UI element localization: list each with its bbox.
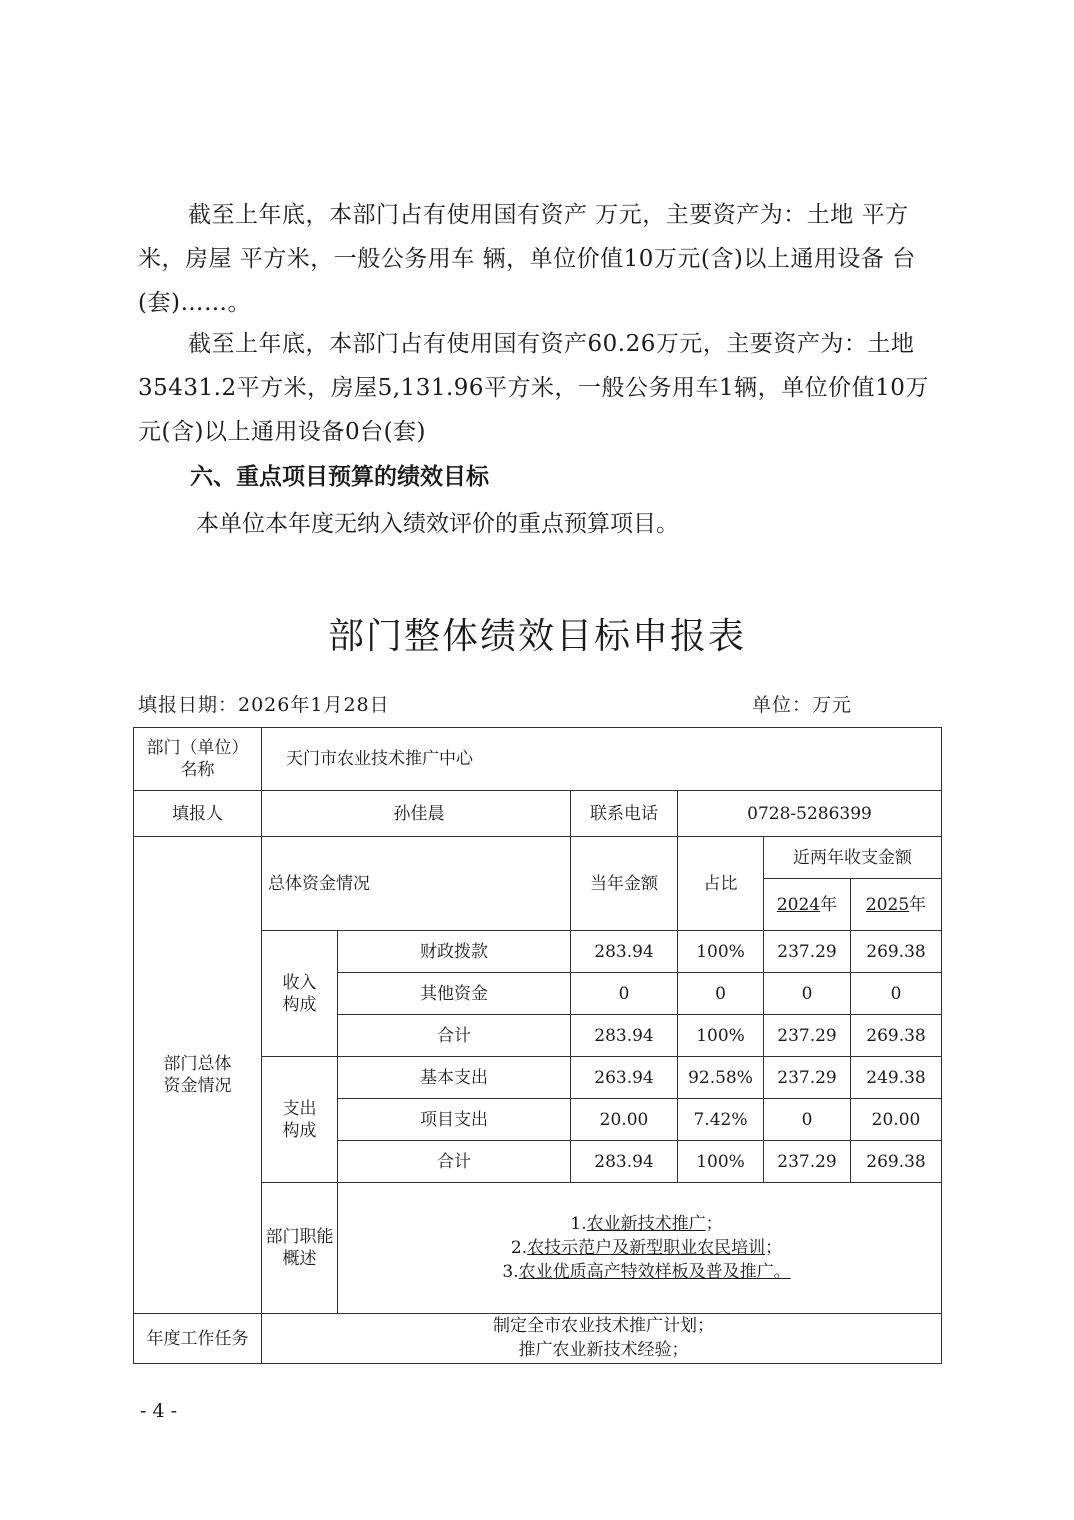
duty-item — [352, 1236, 941, 1260]
cell-ratio: 92.58% — [678, 1057, 764, 1099]
form-title: 部门整体绩效目标申报表 — [327, 616, 746, 657]
tasks-label: 年度工作任务 — [134, 1314, 262, 1364]
tasks-row — [134, 1314, 942, 1364]
year-2024: 2024 — [776, 894, 821, 915]
funding-section-text: 部门总体资金情况 — [163, 1054, 232, 1096]
col-ratio-header: 占比 — [678, 837, 764, 931]
section-heading: 六、重点项目预算的绩效目标 — [190, 464, 489, 490]
overall-label: 总体资金情况 — [262, 837, 571, 931]
dept-name-value: 天门市农业技术推广中心 — [262, 728, 942, 791]
no-project-note: 本单位本年度无纳入绩效评价的重点预算项目。 — [196, 511, 679, 537]
cell-2024: 0 — [764, 973, 851, 1015]
duty-text: 农技示范户及新型职业农民培训 — [527, 1238, 766, 1258]
cell-2024: 237.29 — [764, 931, 851, 973]
unit-label: 单位：万元 — [752, 694, 853, 716]
cell-current: 283.94 — [571, 931, 678, 973]
cell-2024: 237.29 — [764, 1141, 851, 1183]
cell-current: 283.94 — [571, 1141, 678, 1183]
tasks-list — [262, 1314, 942, 1364]
cell-ratio: 100% — [678, 1141, 764, 1183]
filler-value: 孙佳晨 — [262, 791, 571, 837]
col-2025-header — [851, 879, 942, 931]
asset-paragraph-filled — [138, 322, 938, 454]
duty-text: 农业新技术推广 — [586, 1214, 706, 1234]
expense-group-label — [262, 1057, 338, 1183]
filler-label: 填报人 — [134, 791, 262, 837]
duty-end: ； — [705, 1214, 723, 1234]
duty-num: 3. — [502, 1262, 519, 1282]
cell-2024: 0 — [764, 1099, 851, 1141]
phone-value: 0728-5286399 — [678, 791, 942, 837]
cell-2024: 237.29 — [764, 1057, 851, 1099]
year-2025: 2025 — [865, 894, 910, 915]
cell-current: 0 — [571, 973, 678, 1015]
cell-current: 263.94 — [571, 1057, 678, 1099]
duty-text: 农业优质高产特效样板及普及推广。 — [518, 1262, 791, 1282]
duty-end: ； — [765, 1238, 783, 1258]
col-recent-header: 近两年收支金额 — [764, 837, 942, 879]
cell-ratio: 100% — [678, 931, 764, 973]
cell-2025: 0 — [851, 973, 942, 1015]
cell-current: 20.00 — [571, 1099, 678, 1141]
cell-2024: 237.29 — [764, 1015, 851, 1057]
funding-header-row — [134, 837, 942, 879]
task-item: 制定全市农业技术推广计划； — [493, 1316, 715, 1336]
cell-ratio: 100% — [678, 1015, 764, 1057]
expense-group-text: 支出构成 — [282, 1098, 317, 1141]
col-2024-header — [764, 879, 851, 931]
income-group-label — [262, 931, 338, 1057]
row-label: 合计 — [338, 1141, 571, 1183]
phone-label: 联系电话 — [571, 791, 678, 837]
asset-filled-text: 截至上年底，本部门占有使用国有资产60.26万元，主要资产为：土地35431.2平方米，房屋5,131.96平方米，一般公务用车1辆，单位价值10万元(含)以上通用设备0台(套) — [138, 331, 929, 445]
asset-template-text: 截至上年底，本部门占有使用国有资产 万元，主要资产为：土地 平方米，房屋 平方米，一般公务用车 辆，单位价值10万元(含)以上通用设备 台(套)……。 — [138, 202, 916, 316]
cell-current: 283.94 — [571, 1015, 678, 1057]
cell-ratio: 0 — [678, 973, 764, 1015]
year-suffix: 年 — [820, 894, 838, 915]
col-current-header: 当年金额 — [571, 837, 678, 931]
cell-2025: 269.38 — [851, 1015, 942, 1057]
cell-2025: 269.38 — [851, 1141, 942, 1183]
cell-ratio: 7.42% — [678, 1099, 764, 1141]
task-item: 推广农业新技术经验； — [518, 1340, 689, 1360]
cell-2025: 20.00 — [851, 1099, 942, 1141]
row-label: 项目支出 — [338, 1099, 571, 1141]
asset-paragraph-template — [138, 193, 938, 325]
row-label: 财政拨款 — [338, 931, 571, 973]
fill-date: 填报日期：2026年1月28日 — [138, 694, 390, 716]
funding-section-label — [134, 837, 262, 1314]
dept-name-row — [134, 728, 942, 791]
row-label: 其他资金 — [338, 973, 571, 1015]
row-label: 合计 — [338, 1015, 571, 1057]
filler-row — [134, 791, 942, 837]
performance-table — [133, 727, 942, 1364]
duty-num: 1. — [570, 1214, 587, 1234]
duty-num: 2. — [510, 1238, 528, 1258]
duty-item — [352, 1260, 941, 1284]
duties-list — [338, 1183, 942, 1314]
dept-name-label: 部门（单位）名称 — [134, 728, 262, 791]
duties-label: 部门职能概述 — [262, 1183, 338, 1314]
year-suffix: 年 — [909, 894, 927, 915]
duty-item — [352, 1212, 941, 1236]
cell-2025: 249.38 — [851, 1057, 942, 1099]
page-number: - 4 - — [140, 1400, 178, 1422]
cell-2025: 269.38 — [851, 931, 942, 973]
income-group-text: 收入构成 — [282, 972, 317, 1015]
row-label: 基本支出 — [338, 1057, 571, 1099]
